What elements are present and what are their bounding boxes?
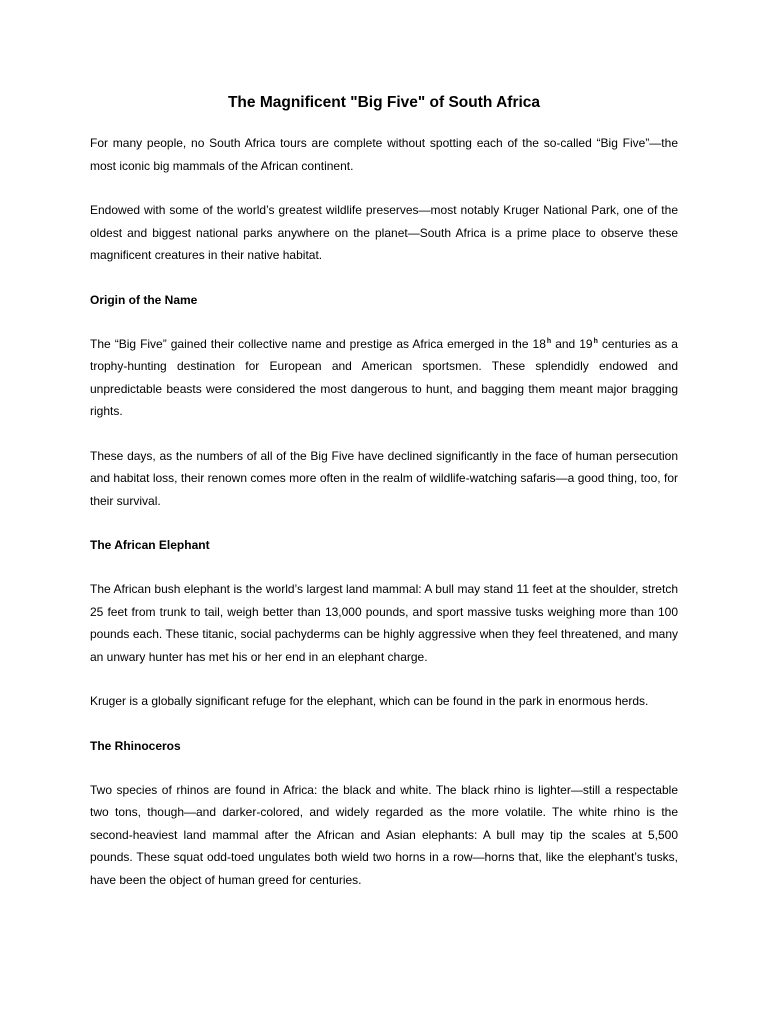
superscript-th-19: h	[593, 337, 598, 345]
origin-text-part-2: and 19	[551, 336, 593, 351]
origin-paragraph-1	[90, 333, 678, 423]
document-page	[90, 92, 678, 913]
intro-paragraph-2: Endowed with some of the world’s greatest wildlife preserves—most notably Kruger National Park, one of the oldest and biggest national parks anywhere on the planet—South Africa is a prime place to observe these magnificent creatures in their native habitat.	[90, 203, 678, 262]
section-heading-rhino: The Rhinoceros	[90, 738, 181, 753]
elephant-paragraph-2: Kruger is a globally significant refuge for the elephant, which can be found in the park in enormous herds.	[90, 694, 649, 708]
section-heading-origin: Origin of the Name	[90, 292, 198, 307]
document-title: The Magnificent "Big Five" of South Africa	[227, 94, 541, 111]
superscript-th-18: h	[546, 337, 552, 345]
rhino-paragraph-1: Two species of rhinos are found in Africa: the black and white. The black rhino is lighter—still a respectable two tons, though—and darker-colored, and widely regarded as the more volatile. The white rhino is the second-heaviest land mammal after the African and Asian elephants: A bull may tip the scales at 5,500 pounds. These squat odd-toed ungulates both wield two horns in a row—horns that, like the elephant’s tusks, have been the object of human greed for centuries.	[90, 782, 678, 887]
origin-paragraph-2: These days, as the numbers of all of the Big Five have declined significantly in the face of human persecution and habitat loss, their renown comes more often in the realm of wildlife-watching safaris—a good thing, too, for their survival.	[90, 448, 678, 508]
section-heading-elephant: The African Elephant	[90, 538, 210, 552]
origin-text-part-3: centuries as a trophy-hunting destination for European and American sportsmen. These splendidly endowed and unpredictable beasts were considered the most dangerous to hunt, and bagging them meant major bragging rights.	[90, 336, 678, 418]
intro-paragraph-1: For many people, no South Africa tours are complete without spotting each of the so-called “Big Five”—the most iconic big mammals of the African continent.	[90, 136, 678, 173]
origin-text-part-1: The “Big Five” gained their collective name and prestige as Africa emerged in the 18	[90, 336, 546, 351]
elephant-paragraph-1: The African bush elephant is the world’s largest land mammal: A bull may stand 11 feet at the shoulder, stretch 25 feet from trunk to tail, weigh better than 13,000 pounds, and sport massive tusks weighing more than 100 pounds each. These titanic, social pachyderms can be highly aggressive when they feel threatened, and many an unwary hunter has met his or her end in an elephant charge.	[90, 582, 678, 664]
